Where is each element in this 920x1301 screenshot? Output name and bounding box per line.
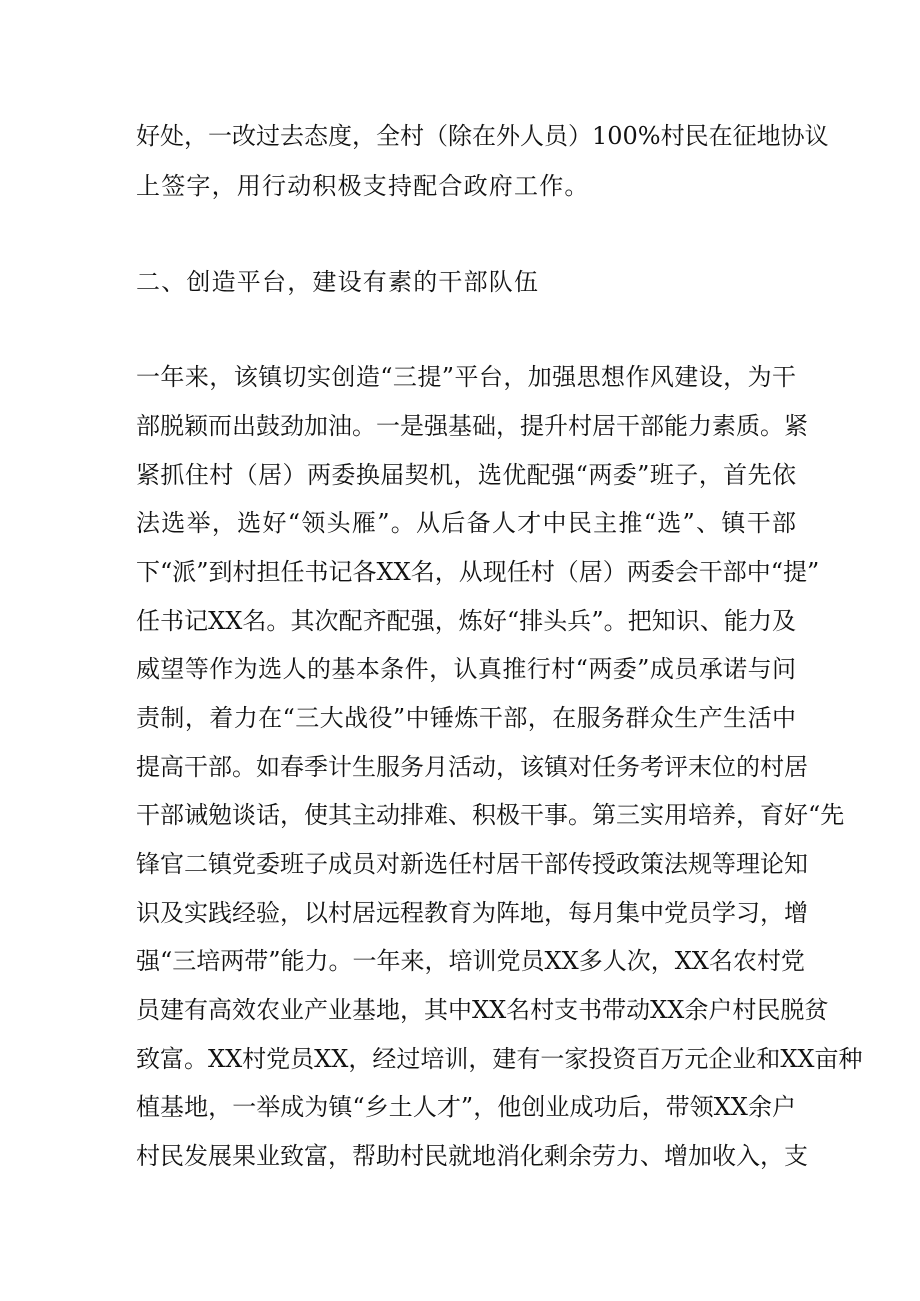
- paragraph-2-line-15: 致富。XX村党员XX，经过培训，建有一家投资百万元企业和XX亩种: [136, 1045, 863, 1073]
- paragraph-2-line-5: 下“派”到村担任书记各XX名，从现任村（居）两委会干部中“提”: [136, 558, 820, 586]
- paragraph-1-line-2: 上签字，用行动积极支持配合政府工作。: [136, 172, 590, 200]
- paragraph-2-line-11: 锋官二镇党委班子成员对新选任村居干部传授政策法规等理论知: [136, 850, 808, 878]
- section-heading: 二、创造平台，建设有素的干部队伍: [136, 268, 540, 296]
- paragraph-2-line-14: 员建有高效农业产业基地，其中XX名村支书带动XX余户村民脱贫: [136, 996, 829, 1024]
- paragraph-2-line-3: 紧抓住村（居）两委换届契机，选优配强“两委”班子，首先依: [136, 461, 796, 489]
- paragraph-2-line-1: 一年来，该镇切实创造“三提”平台，加强思想作风建设，为干: [136, 363, 796, 391]
- paragraph-2-line-10: 干部诫勉谈话，使其主动排难、积极干事。第三实用培养，育好“先: [136, 801, 845, 829]
- paragraph-2-line-2: 部脱颖而出鼓劲加油。一是强基础，提升村居干部能力素质。紧: [136, 412, 808, 440]
- paragraph-2-line-16: 植基地，一举成为镇“乡土人才”，他创业成功后，带领XX余户: [136, 1093, 796, 1121]
- paragraph-2-line-8: 责制，着力在“三大战役”中锤炼干部，在服务群众生产生活中: [136, 704, 796, 732]
- paragraph-2-line-7: 威望等作为选人的基本条件，认真推行村“两委”成员承诺与问: [136, 655, 796, 683]
- paragraph-2-line-4: 法选举，选好“领头雁”。从后备人才中民主推“选”、镇干部: [136, 509, 796, 537]
- paragraph-1-line-1: 好处，一改过去态度，全村（除在外人员）100%村民在征地协议: [136, 122, 829, 150]
- paragraph-2-line-12: 识及实践经验，以村居远程教育为阵地，每月集中党员学习，增: [136, 899, 808, 927]
- paragraph-2-line-9: 提高干部。如春季计生服务月活动，该镇对任务考评末位的村居: [136, 753, 808, 781]
- paragraph-2-line-6: 任书记XX名。其次配齐配强，炼好“排头兵”。把知识、能力及: [136, 607, 796, 635]
- paragraph-2-line-13: 强“三培两带”能力。一年来，培训党员XX多人次，XX名农村党: [136, 947, 805, 975]
- paragraph-2-line-17: 村民发展果业致富，帮助村民就地消化剩余劳力、增加收入，支: [136, 1142, 808, 1170]
